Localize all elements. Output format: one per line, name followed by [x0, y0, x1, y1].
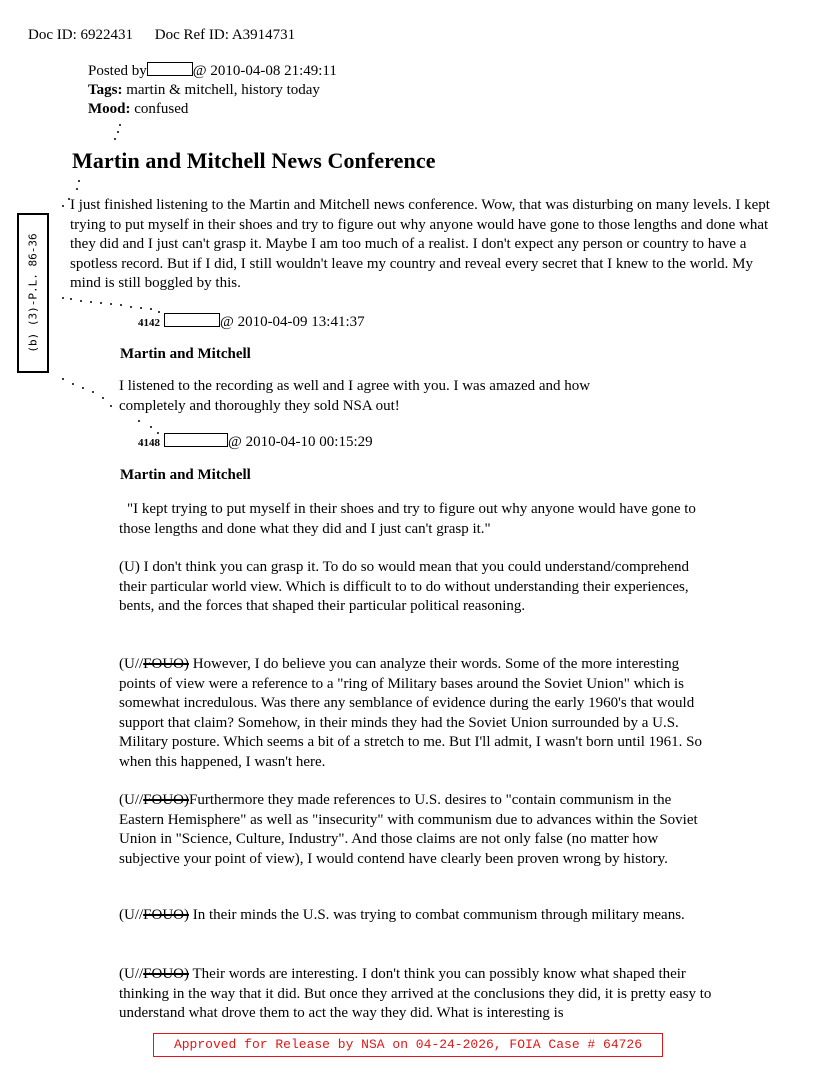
reply-header: [138, 313, 365, 331]
posted-timestamp: @ 2010-04-08 21:49:11: [192, 63, 337, 79]
paragraph-text: Furthermore they made references to U.S. desires to "contain communism in the Eastern Hemisphere" as well as "insecurity" with communism due to advances within the Soviet Union in "Science, Culture, Industry". And those claims are not only false (no matter how subjective your point of view), I would contend have clearly been proven wrong by history.: [119, 792, 698, 867]
reply-header: [138, 433, 373, 451]
tags-line: [88, 81, 337, 100]
post-title: Martin and Mitchell News Conference: [72, 148, 436, 173]
posted-by-label: Posted by: [88, 63, 147, 79]
reply-paragraph: [119, 791, 717, 869]
paragraph-text: In their minds the U.S. was trying to combat communism through military means.: [189, 907, 685, 923]
reply-number: 4148: [138, 437, 160, 449]
struck-marking: FOUO): [143, 792, 190, 808]
struck-marking: FOUO): [143, 966, 190, 982]
classification-marking: (U//: [119, 656, 144, 672]
reply-body: I listened to the recording as well and I agree with you. I was amazed and how completely and thoroughly they sold NSA out!: [119, 378, 591, 414]
tags-value: martin & mitchell, history today: [126, 82, 320, 98]
tags-label: Tags:: [88, 82, 123, 98]
redaction-box: [164, 313, 220, 327]
posted-by-line: [88, 62, 337, 81]
reply-paragraph: [119, 655, 717, 772]
struck-marking: FOUO): [143, 656, 190, 672]
post-body: I just finished listening to the Martin and Mitchell news conference. Wow, that was disturbing on many levels. I kept trying to put myself in their shoes and try to figure out why anyone would have gone to those lengths and done what they did and I just can't grasp it. Maybe I am too much of a realist. I don't expect any person or country to have a spotless record. But if I did, I still wouldn't leave my country and reveal every secret that I knew to the world. My mind is still boggled by this.: [70, 197, 770, 291]
mood-label: Mood:: [88, 101, 131, 117]
reply-paragraph: [119, 906, 717, 926]
redaction-box: [147, 62, 193, 76]
reply-timestamp: @ 2010-04-10 00:15:29: [228, 434, 373, 450]
exemption-marking: (b) (3)-P.L. 86-36: [26, 233, 40, 353]
reply-number: 4142: [138, 317, 160, 329]
struck-marking: FOUO): [143, 907, 190, 923]
release-stamp: Approved for Release by NSA on 04-24-2026, FOIA Case # 64726: [153, 1033, 663, 1057]
reply-title: Martin and Mitchell: [120, 346, 251, 362]
classification-marking: (U//: [119, 792, 144, 808]
document-header: [28, 27, 313, 44]
exemption-marking-box: [17, 213, 49, 373]
mood-line: [88, 100, 337, 119]
paragraph-text: Their words are interesting. I don't think you can possibly know what shaped their thinking in the way that it did. But once they arrived at the conclusions they did, it is pretty easy to understand what drove them to act the way they did. What is interesting is: [119, 966, 712, 1021]
reply-timestamp: @ 2010-04-09 13:41:37: [220, 314, 365, 330]
paragraph-text: However, I do believe you can analyze their words. Some of the more interesting points of view were a reference to a "ring of Military bases around the Soviet Union" which is somewhat incredulous. Was there any semblance of evidence during the early 1960's that would support that claim? Somehow, in their minds they had the Soviet Union surrounded by a U.S. Military posture. Which seems a bit of a stretch to me. But I'll admit, I wasn't born until 1961. So when this happened, I wasn't here.: [119, 656, 702, 770]
classification-marking: (U//: [119, 907, 144, 923]
doc-id: Doc ID: 6922431: [28, 27, 133, 43]
redaction-box: [164, 433, 228, 447]
reply-quote: "I kept trying to put myself in their shoes and try to figure out why anyone would have gone to those lengths and done what they did and I just can't grasp it.": [119, 501, 696, 537]
classification-marking: (U//: [119, 966, 144, 982]
reply-paragraph: [119, 965, 717, 1024]
reply-title: Martin and Mitchell: [120, 467, 251, 483]
post-metadata: [88, 62, 337, 119]
mood-value: confused: [134, 101, 189, 117]
doc-ref-id: Doc Ref ID: A3914731: [154, 27, 296, 43]
reply-paragraph: (U) I don't think you can grasp it. To do so would mean that you could understand/comprehend their particular world view. Which is difficult to to do without understanding their experiences, bents, and the forces that shaped their particular political reasoning.: [119, 559, 690, 614]
